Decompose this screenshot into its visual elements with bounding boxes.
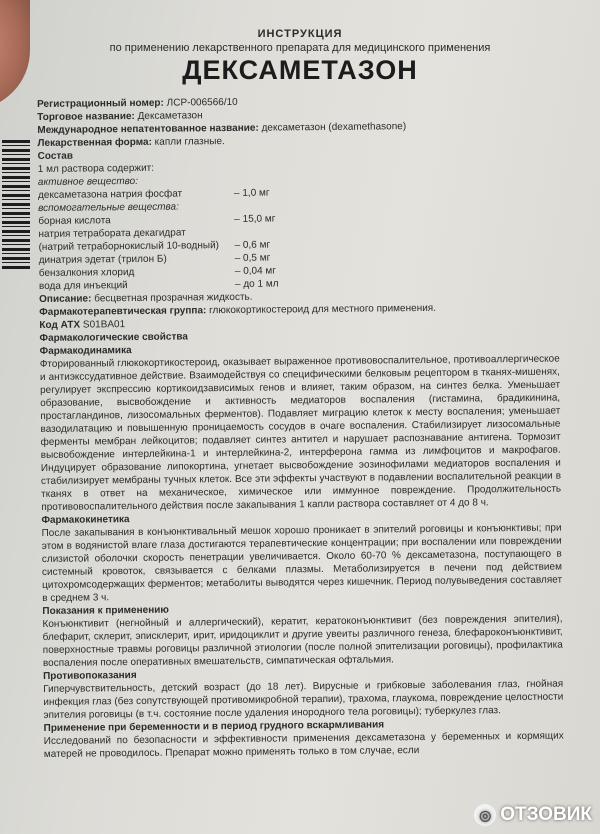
composition-item-name: дексаметазона натрия фосфат [37, 188, 183, 201]
atc-value: S01BA01 [82, 319, 126, 331]
active-substance-label: активное вещество: [37, 175, 139, 188]
composition-item-qty: – 15,0 мг [234, 213, 276, 225]
pharm-group-label: Фармакотерапевтическая группа: [39, 305, 207, 318]
composition-intro: 1 мл раствора содержит: [37, 162, 155, 175]
dosage-form-label: Лекарственная форма: [37, 136, 152, 149]
pharmacokinetics-text [41, 522, 562, 605]
composition-item-name: вода для инъекций [38, 280, 128, 292]
indications-heading: Показания к применению [42, 604, 169, 617]
inn-value: дексаметазон (dexamethasone) [261, 121, 407, 134]
doc-subtitle: по применению лекарственного препарата для медицинского применения [109, 42, 491, 54]
composition-item-name: динатрия эдетат (трилон Б) [38, 253, 167, 266]
atc-label: Код АТХ [39, 319, 81, 331]
pharmacodynamics-text [40, 353, 562, 514]
paragraph: Конъюнктивит (негнойный и аллергический), кератит, кератоконъюнктивит (без повреждения эпителия), блефарит, склерит, эписклерит, ирит, иридоциклит и другие увеиты различного генеза, блефароконъюнктивит, поверхностные травмы роговицы различной этиологии (после полной эпителизации роговицы), профилактика воспаления после оперативных вмешательств, симпатическая офтальмия. [42, 613, 563, 669]
description-label: Описание: [39, 293, 92, 305]
doc-label: ИНСТРУКЦИЯ [257, 28, 343, 40]
instruction-body [37, 93, 564, 761]
contraindications-heading: Противопоказания [43, 669, 137, 682]
composition-item-name: (натрий тетраборнокислый 10-водный) [38, 240, 220, 253]
pregnancy-text [44, 730, 564, 761]
dosage-form-value: капли глазные. [154, 136, 225, 148]
composition-item-name: натрия тетрабората декагидрат [38, 227, 186, 240]
watermark-text: ОТЗОВИК [500, 804, 592, 825]
paragraph: Гиперчувствительность, детский возраст (до 18 лет). Вирусные и грибковые заболевания глаз, гнойная инфекция глаз (без сопутствующей противомикробной терапии), трахома, глаукома, повреждение целостности эпителия роговицы (в т.ч. состояние после удаления инородного тела роговицы); туберкулез глаз. [43, 678, 564, 721]
paragraph: Фторированный глюкокортикостероид, оказывает выраженное противовоспалительное, противоаллергическое и антиэкссудативное действие. Взаимодействуя со специфическими белковым рецептором в тканях-мишенях, регулирует экспрессию кортикоидзависимых генов и влияет, таким образом, на синтез белка. Уменьшает образование, высвобождение и активность медиаторов воспаления (гистамина, брадикинина, простагландинов, лизосомальных ферментов). Подавляет миграцию клеток к месту воспаления; уменьшает вазодилатацию и повышенную проницаемость сосудов в очаге воспаления. Стабилизирует лизосомальные ферменты мембран лейкоцитов; подавляет синтез антител и нарушает распознавание антигена. Тормозит высвобождение интерлейкина-1 и интерлейкина-2, интерферона гамма из лимфоцитов и макрофагов. Индуцирует образование липокортина, угнетает высвобождение эозинофилами медиаторов воспаления и стабилизирует мембраны тучных клеток. Все эти эффекты участвуют в подавлении воспалительной реакции в тканях в ответ на механическое, химическое или иммунное повреждение. Продолжительность противовоспалительного действия после закапывания 1 капли раствора составляет от 4 до 8 ч. [39, 353, 562, 513]
drug-title: ДЕКСАМЕТАЗОН [182, 55, 418, 85]
composition-item-name: борная кислота [38, 215, 111, 227]
trade-name-label: Торговое название: [37, 110, 135, 123]
excipients-label: вспомогательные вещества: [38, 201, 179, 214]
paragraph: Исследований по безопасности и эффективности применения дексаметазона у беременных и кормящих матерей не проводилось. Препарат можно применять только в том случае, если [43, 730, 564, 760]
reg-number-value: ЛСР-006566/10 [166, 96, 238, 109]
paragraph: После закапывания в конъюнктивальный мешок хорошо проникает в эпителий роговицы и конъюнктивы; при этом в водянистой влаге глаза достигаются терапевтические концентрации; при воспалении или повреждении слизистой оболочки скорость пенетрации увеличивается. Около 60-70 % дексаметазона, поступающего в системный кровоток, связывается с белками плазмы. Метаболизируется в печени под действием цитохромсодержащих ферментов; метаболиты выводятся через кишечник. Период полувыведения составляет в среднем 3 ч. [41, 522, 563, 604]
pharmacokinetics-heading: Фармакокинетика [41, 514, 130, 526]
pharm-group-value: глюкокортикостероид для местного применения. [209, 302, 437, 317]
trade-name-value: Дексаметазон [137, 110, 203, 122]
indications-text [42, 613, 563, 670]
composition-item-qty: – 0,04 мг [234, 265, 276, 277]
inn-label: Международное непатентованное название: [37, 122, 259, 136]
composition-item-qty: – до 1 мл [234, 278, 279, 290]
composition-item-qty: – 0,5 мг [234, 252, 271, 264]
reg-number-label: Регистрационный номер: [37, 97, 164, 110]
composition-heading: Состав [37, 150, 74, 162]
otzovik-logo-icon: ◎ [474, 804, 496, 826]
otzovik-watermark [474, 804, 592, 826]
description-value: бесцветная прозрачная жидкость. [94, 291, 253, 305]
pharmacodynamics-heading: Фармакодинамика [39, 345, 132, 357]
pregnancy-heading: Применение при беременности и в период грудного вскармливания [43, 719, 385, 734]
contraindications-text [43, 678, 563, 722]
pharm-props-heading: Фармакологические свойства [39, 331, 189, 344]
composition-item-qty: – 1,0 мг [233, 187, 270, 199]
composition-item-name: бензалкония хлорид [38, 266, 135, 279]
composition-item-qty: – 0,6 мг [234, 239, 271, 251]
side-barcode [2, 140, 30, 270]
